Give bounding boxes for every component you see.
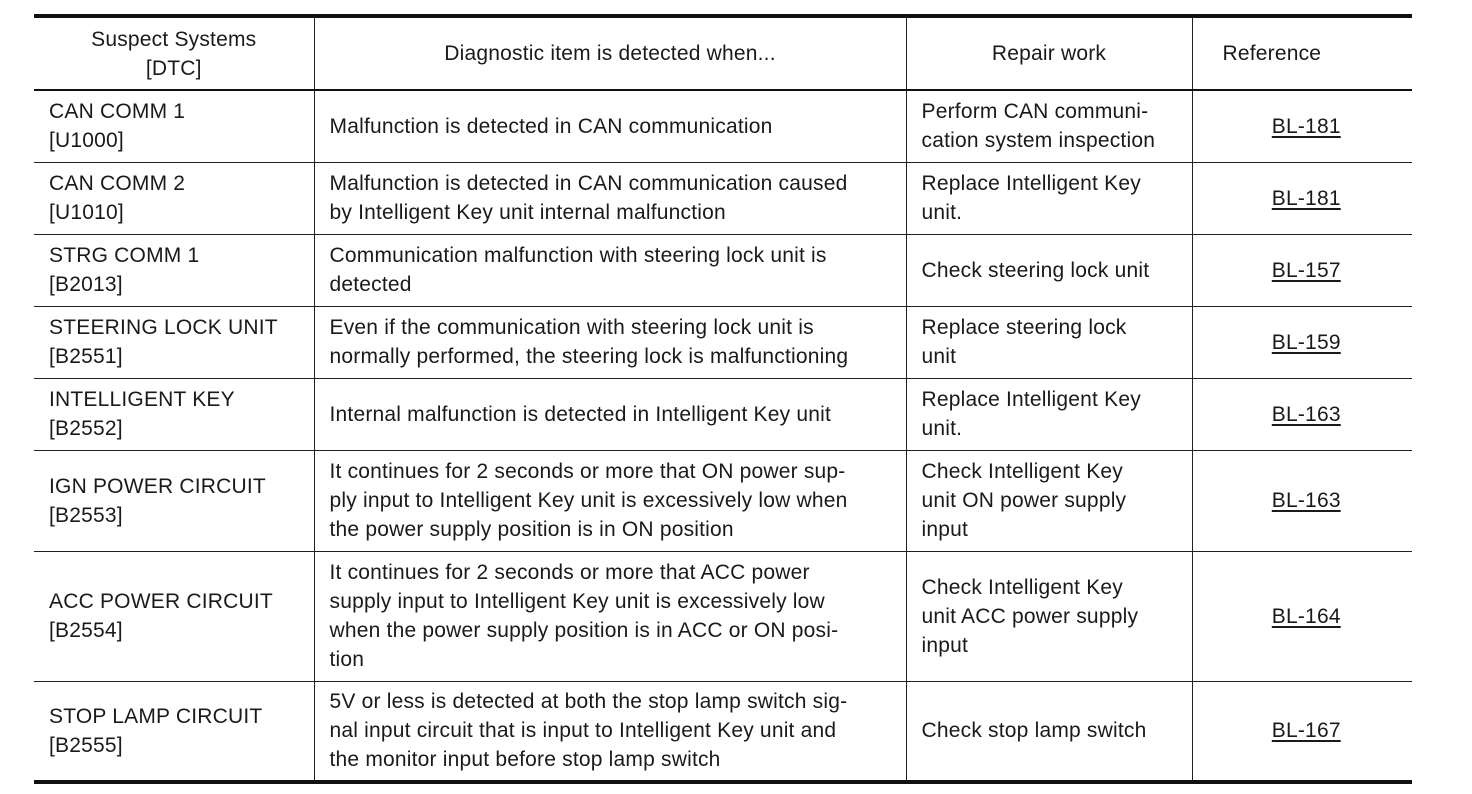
repair-work-cell: [906, 551, 1192, 681]
reference-cell: [1192, 306, 1412, 378]
suspect-system-cell-line: STEERING LOCK UNIT: [49, 316, 278, 339]
condition-cell-line: 5V or less is detected at both the stop lamp switch sig-: [329, 690, 848, 714]
condition-cell: [314, 681, 906, 782]
condition-cell-line: Malfunction is detected in CAN communication caused: [329, 172, 848, 195]
condition-cell-line: by Intelligent Key unit internal malfunction: [329, 201, 726, 224]
suspect-system-cell-line: [B2013]: [49, 273, 123, 296]
condition-cell-line: the power supply position is in ON position: [329, 518, 734, 541]
condition-cell: [314, 90, 906, 162]
condition-cell-line: when the power supply position is in ACC or ON posi-: [329, 619, 839, 642]
suspect-system-cell-line: ACC POWER CIRCUIT: [49, 590, 273, 613]
header-row: [34, 16, 1412, 90]
repair-work-cell-line: input: [921, 518, 969, 541]
table-header: [34, 16, 1412, 90]
reference-link[interactable]: BL-163: [1271, 489, 1341, 512]
condition-cell-line: tion: [329, 648, 365, 671]
repair-work-cell-line: Replace steering lock: [921, 316, 1127, 339]
reference-cell: [1192, 162, 1412, 234]
reference-cell: [1192, 551, 1412, 681]
condition-cell: [314, 162, 906, 234]
condition-cell: [314, 306, 906, 378]
suspect-system-cell-line: CAN COMM 2: [49, 172, 186, 195]
condition-cell-line: Internal malfunction is detected in Intelligent Key unit: [329, 402, 831, 426]
header-dtc-label: [DTC]: [145, 56, 202, 80]
condition-cell: [314, 234, 906, 306]
suspect-system-cell-line: [U1000]: [49, 129, 124, 153]
condition-cell-line: the monitor input before stop lamp switch: [329, 748, 721, 772]
condition-cell-line: detected: [329, 273, 412, 296]
table-row: [34, 162, 1412, 234]
condition-cell-line: nal input circuit that is input to Intelligent Key unit and: [329, 719, 837, 743]
suspect-system-cell-line: [U1010]: [49, 201, 124, 224]
reference-cell: [1192, 450, 1412, 551]
reference-cell: [1192, 378, 1412, 450]
suspect-system-cell: [34, 90, 314, 162]
reference-cell: [1192, 681, 1412, 782]
header-reference: Reference: [1192, 16, 1412, 90]
reference-link[interactable]: BL-181: [1271, 186, 1341, 210]
table-row: [34, 450, 1412, 551]
table-row: [34, 306, 1412, 378]
suspect-system-cell-line: [B2553]: [49, 503, 123, 527]
suspect-system-cell-line: IGN POWER CIRCUIT: [49, 474, 266, 498]
table-row: [34, 551, 1412, 681]
repair-work-cell-line: Perform CAN communi-: [921, 100, 1149, 124]
reference-link[interactable]: BL-181: [1271, 114, 1341, 138]
condition-cell-line: Even if the communication with steering lock unit is: [329, 316, 814, 339]
header-condition: Diagnostic item is detected when...: [314, 16, 906, 90]
reference-link[interactable]: BL-159: [1271, 330, 1341, 354]
table-row: [34, 234, 1412, 306]
suspect-system-cell-line: [B2555]: [49, 733, 123, 757]
header-repair-work: Repair work: [906, 16, 1192, 90]
repair-work-cell-line: unit: [921, 345, 957, 368]
repair-work-cell-line: unit.: [921, 417, 963, 440]
condition-cell: [314, 551, 906, 681]
repair-work-cell-line: unit.: [921, 201, 963, 224]
suspect-system-cell: [34, 306, 314, 378]
suspect-system-cell-line: CAN COMM 1: [49, 100, 186, 124]
reference-link[interactable]: BL-157: [1271, 258, 1341, 282]
suspect-system-cell: [34, 162, 314, 234]
repair-work-cell-line: unit ACC power supply: [921, 604, 1139, 628]
condition-cell: [314, 450, 906, 551]
repair-work-cell-line: unit ON power supply: [921, 489, 1127, 512]
reference-cell: [1192, 90, 1412, 162]
condition-cell-line: It continues for 2 seconds or more that ON power sup-: [329, 460, 846, 483]
repair-work-cell: [906, 162, 1192, 234]
repair-work-cell: [906, 234, 1192, 306]
reference-link[interactable]: BL-164: [1271, 604, 1341, 628]
repair-work-cell-line: Check stop lamp switch: [921, 719, 1147, 743]
repair-work-cell: [906, 90, 1192, 162]
table-row: [34, 378, 1412, 450]
condition-cell: [314, 378, 906, 450]
table-body: [34, 90, 1412, 782]
repair-work-cell-line: Check steering lock unit: [921, 258, 1150, 282]
repair-work-cell-line: input: [921, 633, 969, 657]
suspect-system-cell-line: INTELLIGENT KEY: [49, 388, 235, 411]
reference-link[interactable]: BL-167: [1271, 719, 1341, 743]
suspect-system-cell-line: [B2552]: [49, 417, 123, 440]
condition-cell-line: Malfunction is detected in CAN communication: [329, 114, 773, 138]
header-suspect-systems: [34, 16, 314, 90]
condition-cell-line: Communication malfunction with steering lock unit is: [329, 244, 827, 267]
suspect-system-cell: [34, 378, 314, 450]
suspect-system-cell-line: [B2554]: [49, 619, 123, 642]
reference-link[interactable]: BL-163: [1271, 402, 1341, 426]
suspect-system-cell-line: [B2551]: [49, 345, 123, 368]
suspect-system-cell: [34, 551, 314, 681]
condition-cell-line: supply input to Intelligent Key unit is excessively low: [329, 590, 825, 613]
condition-cell-line: normally performed, the steering lock is malfunctioning: [329, 345, 849, 368]
repair-work-cell: [906, 681, 1192, 782]
repair-work-cell: [906, 378, 1192, 450]
repair-work-cell: [906, 450, 1192, 551]
header-suspect-systems-label: Suspect Systems: [91, 27, 257, 51]
repair-work-cell: [906, 306, 1192, 378]
reference-cell: [1192, 234, 1412, 306]
suspect-system-cell: [34, 450, 314, 551]
condition-cell-line: It continues for 2 seconds or more that ACC power: [329, 561, 810, 584]
repair-work-cell-line: Replace Intelligent Key: [921, 172, 1141, 195]
suspect-system-cell: [34, 234, 314, 306]
suspect-system-cell: [34, 681, 314, 782]
repair-work-cell-line: cation system inspection: [921, 129, 1156, 153]
repair-work-cell-line: Check Intelligent Key: [921, 575, 1123, 599]
repair-work-cell-line: Check Intelligent Key: [921, 460, 1123, 483]
repair-work-cell-line: Replace Intelligent Key: [921, 388, 1141, 411]
suspect-system-cell-line: STRG COMM 1: [49, 244, 200, 267]
table-row: [34, 90, 1412, 162]
suspect-system-cell-line: STOP LAMP CIRCUIT: [49, 704, 263, 728]
table-row: [34, 681, 1412, 782]
dtc-table: [34, 14, 1412, 784]
condition-cell-line: ply input to Intelligent Key unit is excessively low when: [329, 489, 848, 512]
